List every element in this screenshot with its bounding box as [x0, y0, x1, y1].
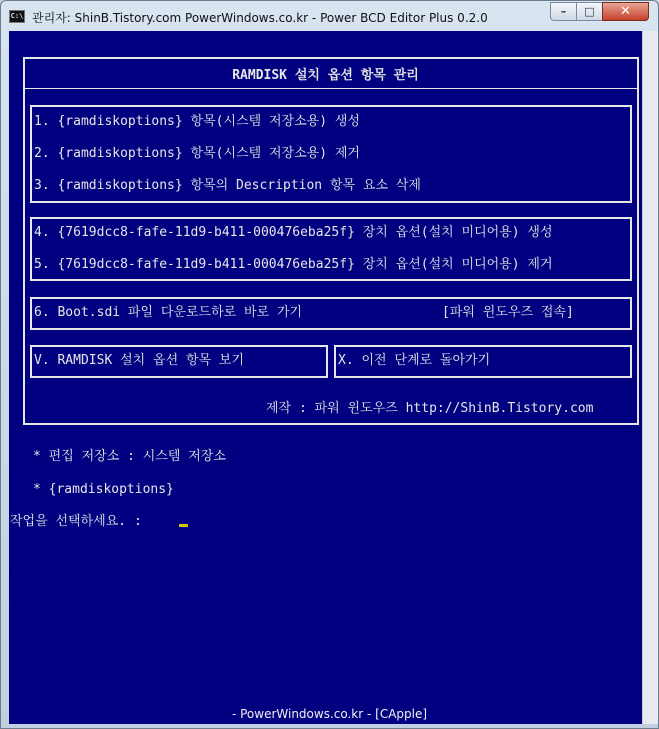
heading-divider [25, 88, 637, 89]
minimize-button[interactable] [550, 2, 577, 21]
menu-option-v: V. RAMDISK 설치 옵션 항목 보기 [34, 353, 245, 368]
window-title: 관리자: ShinB.Tistory.com PowerWindows.co.kr - Power BCD Editor Plus 0.2.0 [32, 11, 488, 25]
menu-option-3: 3. {ramdiskoptions} 항목의 Description 항목 요소 삭제 [34, 178, 421, 193]
vertical-scrollbar[interactable] [642, 31, 658, 724]
close-icon: ✕ [620, 4, 631, 19]
credit-line: 제작 : 파워 윈도우즈 http://ShinB.Tistory.com [266, 401, 594, 416]
menu-heading: RAMDISK 설치 옵션 항목 관리 [232, 68, 419, 83]
menu-option-x: X. 이전 단계로 돌아가기 [338, 353, 491, 368]
entry-status: * {ramdiskoptions} [33, 482, 174, 497]
title-bar[interactable] [1, 1, 658, 31]
maximize-button[interactable] [576, 2, 603, 21]
console-icon[interactable]: C:\ [9, 10, 25, 23]
menu-option-2: 2. {ramdiskoptions} 항목(시스템 저장소용) 제거 [34, 146, 360, 161]
maximize-icon: □ [584, 5, 595, 18]
menu-option-1: 1. {ramdiskoptions} 항목(시스템 저장소용) 생성 [34, 114, 360, 129]
close-button[interactable] [602, 2, 649, 21]
console-area[interactable] [9, 31, 642, 724]
menu-option-5: 5. {7619dcc8-fafe-11d9-b411-000476eba25f} 장치 옵션(설치 미디어용) 제거 [34, 257, 553, 272]
prompt-text: 작업을 선택하세요. : [10, 514, 142, 529]
store-status: * 편집 저장소 : 시스템 저장소 [33, 449, 226, 464]
minimize-icon: – [560, 5, 567, 18]
text-cursor[interactable] [179, 524, 188, 527]
powerwindows-link: [파워 윈도우즈 접속] [442, 305, 574, 320]
menu-option-6: 6. Boot.sdi 파일 다운로드하로 바로 가기 [34, 305, 303, 320]
menu-option-4: 4. {7619dcc8-fafe-11d9-b411-000476eba25f} 장치 옵션(설치 미디어용) 생성 [34, 225, 553, 240]
footer-text: - PowerWindows.co.kr - [CApple] [231, 707, 428, 721]
